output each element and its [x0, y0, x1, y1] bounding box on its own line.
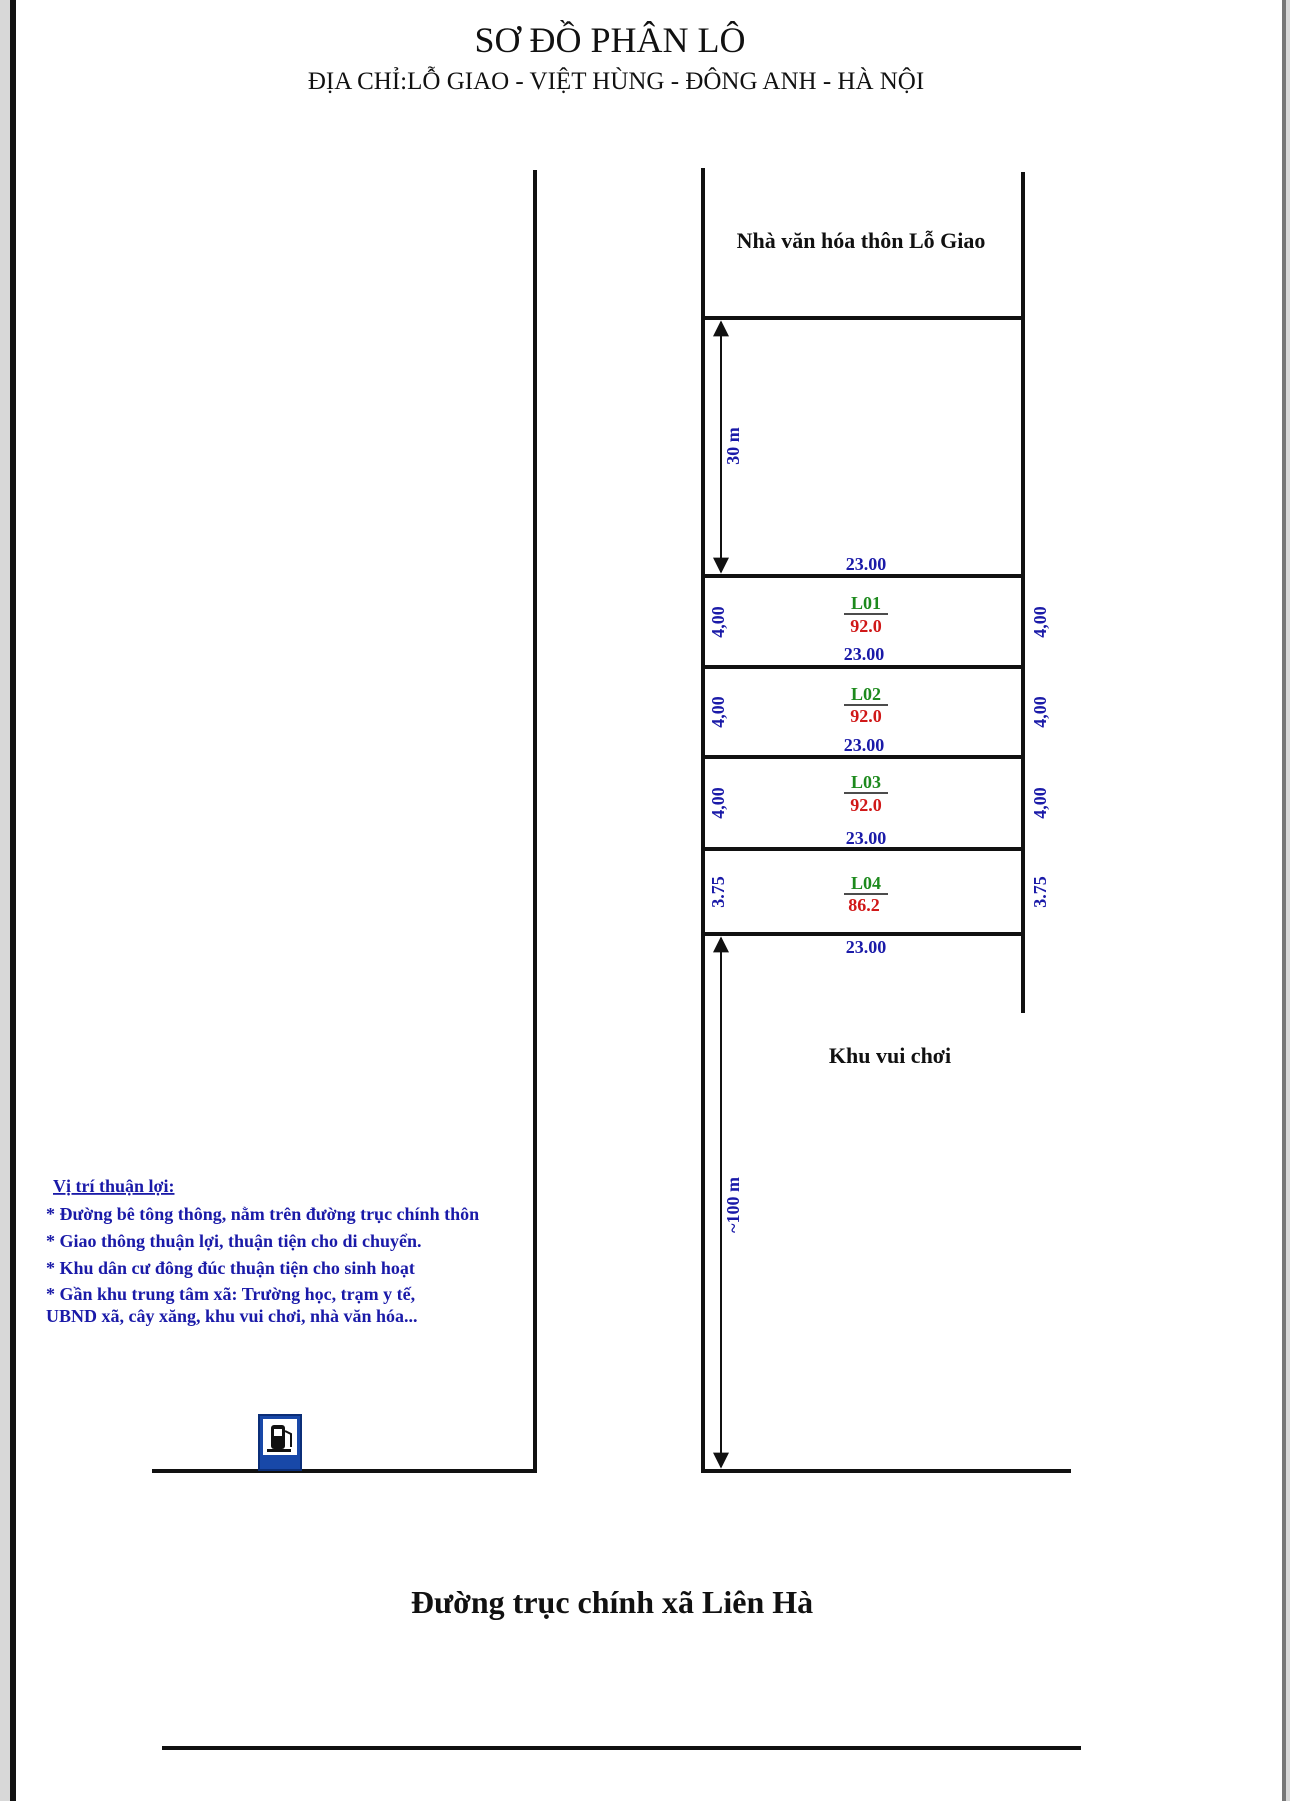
- lot-area: 86.2: [848, 895, 880, 915]
- lot-side-left: 3.75: [708, 876, 728, 908]
- lot-side-right: 4,00: [1030, 787, 1050, 819]
- width-label: 23.00: [843, 735, 885, 755]
- gap-30m-label: 30 m: [723, 427, 743, 465]
- width-label: 23.00: [845, 554, 887, 574]
- lot-l04[interactable]: [708, 873, 1050, 915]
- width-label: 23.00: [843, 644, 885, 664]
- advantages-notes: [46, 1176, 479, 1326]
- lot-id: L01: [850, 593, 882, 613]
- lot-id: L03: [850, 772, 882, 792]
- lot-l01[interactable]: [708, 593, 1050, 638]
- lot-side-right: 4,00: [1030, 606, 1050, 638]
- width-label: 23.00: [845, 937, 887, 957]
- width-label: 23.00: [845, 828, 887, 848]
- main-road-label: Đường trục chính xã Liên Hà: [410, 1584, 814, 1620]
- notes-heading: Vị trí thuận lợi:: [53, 1176, 175, 1196]
- lot-side-left: 4,00: [708, 787, 728, 819]
- lot-id: L04: [850, 873, 882, 893]
- address-line: ĐỊA CHỈ:LỖ GIAO - VIỆT HÙNG - ĐÔNG ANH - HÀ NỘI: [307, 68, 925, 95]
- lot-side-right: 3.75: [1030, 876, 1050, 908]
- note-item: * Giao thông thuận lợi, thuận tiện cho di chuyển.: [46, 1231, 422, 1251]
- note-item: * Đường bê tông thông, nằm trên đường trục chính thôn: [46, 1204, 480, 1224]
- lot-side-left: 4,00: [708, 696, 728, 728]
- cultural-house-label: Nhà văn hóa thôn Lỗ Giao: [736, 228, 986, 253]
- lot-l03[interactable]: [708, 772, 1050, 819]
- lot-id: L02: [850, 684, 882, 704]
- playground-label: Khu vui chơi: [828, 1043, 952, 1068]
- lot-side-left: 4,00: [708, 606, 728, 638]
- lot-area: 92.0: [850, 795, 882, 815]
- lot-area: 92.0: [850, 616, 882, 636]
- lot-area: 92.0: [850, 706, 882, 726]
- lot-l02[interactable]: [708, 684, 1050, 728]
- note-item: * Khu dân cư đông đúc thuận tiện cho sinh hoạt: [46, 1258, 415, 1278]
- note-item: * Gần khu trung tâm xã: Trường học, trạm y tế,: [46, 1284, 416, 1304]
- fuel-pump-icon: [259, 1415, 301, 1470]
- lot-side-right: 4,00: [1030, 696, 1050, 728]
- gap-100m-label: ~100 m: [723, 1177, 743, 1233]
- diagram-title: SƠ ĐỒ PHÂN LÔ: [474, 20, 746, 60]
- note-item: UBND xã, cây xăng, khu vui chơi, nhà văn hóa...: [46, 1306, 418, 1326]
